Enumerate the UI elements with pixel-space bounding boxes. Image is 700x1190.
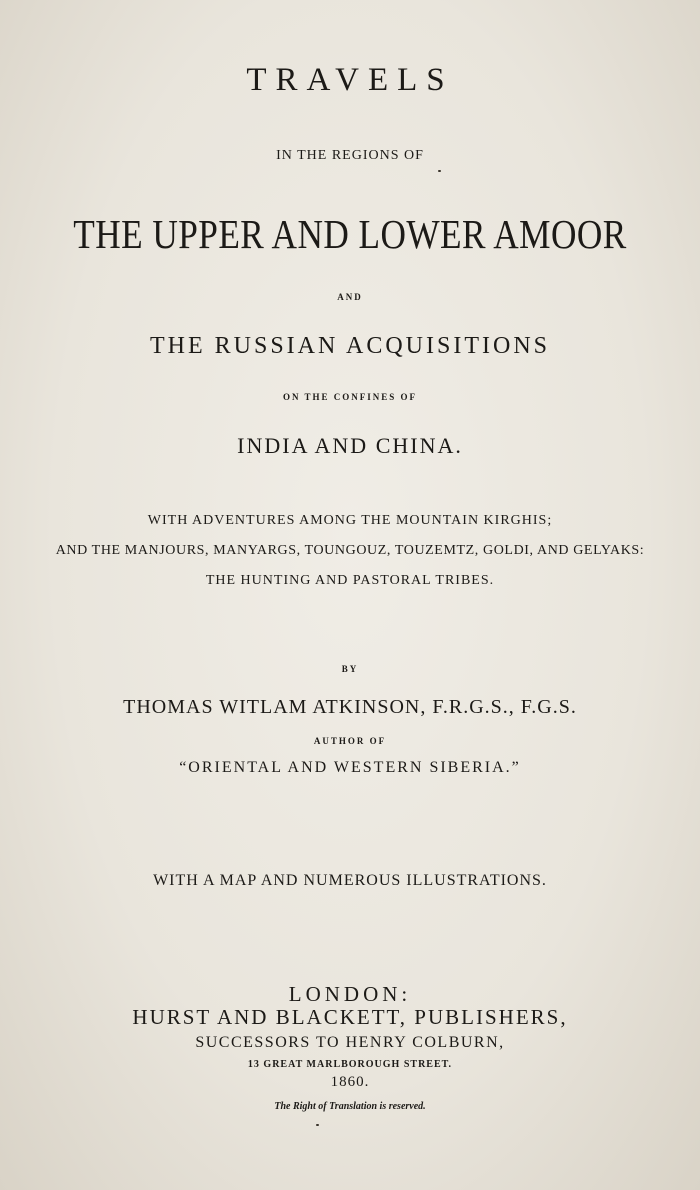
imprint-year: 1860.: [330, 1074, 370, 1090]
subtitle-line-2: AND THE MANJOURS, MANYARGS, TOUNGOUZ, TOUZEMTZ, GOLDI, AND GELYAKS:: [55, 543, 645, 558]
imprint-publisher: HURST AND BLACKETT, PUBLISHERS,: [132, 1005, 568, 1029]
by-label: BY: [341, 664, 359, 674]
on-the-confines-of: ON THE CONFINES OF: [282, 392, 418, 402]
main-title: THE UPPER AND LOWER AMOOR: [73, 211, 627, 257]
author-of-label: AUTHOR OF: [313, 736, 387, 746]
subtitle-line-3: THE HUNTING AND PASTORAL TRIBES.: [205, 573, 495, 588]
rights-notice: The Right of Translation is reserved.: [274, 1101, 426, 1112]
in-the-regions-of: IN THE REGIONS OF: [276, 148, 424, 163]
book-title: TRAVELS: [246, 62, 454, 98]
author-name: THOMAS WITLAM ATKINSON, F.R.G.S., F.G.S.: [123, 696, 577, 718]
imprint-address: 13 GREAT MARLBOROUGH STREET.: [247, 1059, 453, 1070]
imprint-city: LONDON:: [288, 982, 412, 1006]
paper-speck: [438, 170, 441, 172]
subtitle-line-1: WITH ADVENTURES AMONG THE MOUNTAIN KIRGHIS;: [147, 513, 553, 528]
imprint-successors: SUCCESSORS TO HENRY COLBURN,: [195, 1034, 505, 1051]
india-and-china: INDIA AND CHINA.: [237, 433, 463, 458]
paper-speck: [316, 1124, 319, 1126]
russian-acquisitions: THE RUSSIAN ACQUISITIONS: [149, 333, 551, 359]
previous-work: “ORIENTAL AND WESTERN SIBERIA.”: [179, 759, 521, 776]
and-conjunction: AND: [337, 292, 363, 302]
illustrations-note: WITH A MAP AND NUMEROUS ILLUSTRATIONS.: [153, 872, 547, 889]
